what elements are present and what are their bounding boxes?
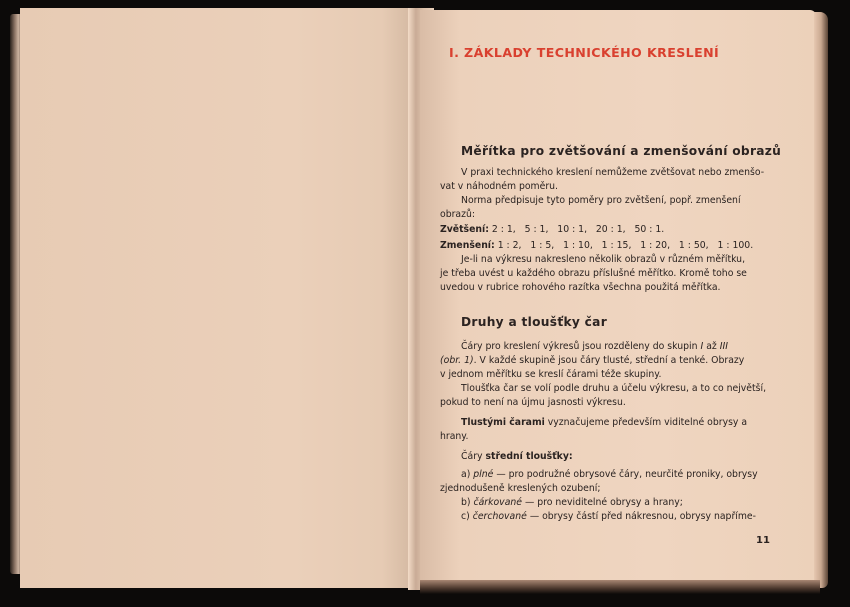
list-item-b bbox=[461, 496, 683, 510]
text-span: Čáry pro kreslení výkresů jsou rozděleny do skupin bbox=[461, 341, 701, 352]
text-line: hrany. bbox=[440, 431, 469, 442]
text-span: Čáry bbox=[461, 451, 486, 462]
bold-term: střední tloušťky: bbox=[485, 451, 573, 462]
text-span: — pro neviditelné obrysy a hrany; bbox=[522, 497, 683, 508]
chapter-title: I. ZÁKLADY TECHNICKÉHO KRESLENÍ bbox=[449, 45, 720, 60]
right-page-content bbox=[440, 10, 790, 580]
text-span: vyznačujeme především viditelné obrysy a bbox=[544, 417, 748, 428]
text-span: — pro podružné obrysové čáry, neurčité proniky, obrysy bbox=[493, 469, 758, 480]
left-page-blank bbox=[20, 8, 409, 588]
text-line: Tloušťka čar se volí podle druhu a účelu výkresu, a to co největší, bbox=[461, 383, 767, 394]
group-ref: I bbox=[700, 341, 704, 352]
section-title-lines: Druhy a tloušťky čar bbox=[461, 315, 608, 329]
reduction-scales bbox=[440, 239, 753, 253]
italic-term: čárkované bbox=[473, 497, 522, 508]
list-item-a bbox=[461, 468, 758, 482]
text-line: zjednodušeně kreslených ozubení; bbox=[440, 483, 601, 494]
text-line: V praxi technického kreslení nemůžeme zvětšovat nebo zmenšo- bbox=[461, 167, 765, 178]
reduction-label: Zmenšení: bbox=[440, 240, 495, 251]
text-line: pokud to není na újmu jasnosti výkresu. bbox=[440, 397, 626, 408]
text-line: uvedou v rubrice rohového razítka všechna použitá měřítka. bbox=[440, 282, 721, 293]
text-span: . V každé skupině jsou čáry tlusté, střední a tenké. Obrazy bbox=[473, 355, 745, 366]
italic-term: čerchované bbox=[472, 511, 527, 522]
text-line: obrazů: bbox=[440, 209, 476, 220]
section-title-scales: Měřítka pro zvětšování a zmenšování obrazů bbox=[461, 144, 782, 158]
text-span: až bbox=[703, 341, 720, 352]
book-right-edge bbox=[814, 12, 828, 588]
bold-term: Tlustými čarami bbox=[461, 417, 545, 428]
enlargement-scales bbox=[440, 223, 664, 237]
italic-term: plné bbox=[473, 469, 494, 480]
text-line bbox=[461, 416, 747, 430]
page-number: 11 bbox=[756, 535, 770, 546]
text-line bbox=[440, 354, 744, 368]
list-item-c bbox=[461, 510, 756, 524]
text-line bbox=[461, 340, 728, 354]
page-bottom-shadow bbox=[420, 580, 820, 594]
reduction-values: 1 : 2, 1 : 5, 1 : 10, 1 : 15, 1 : 20, 1 : 50, 1 : 100. bbox=[497, 240, 754, 251]
text-line: je třeba uvést u každého obrazu příslušné měřítko. Kromě toho se bbox=[440, 268, 747, 279]
list-marker: b) bbox=[461, 497, 474, 508]
group-ref: III bbox=[719, 341, 728, 352]
text-line: Norma předpisuje tyto poměry pro zvětšení, popř. zmenšení bbox=[461, 195, 741, 206]
text-line: vat v náhodném poměru. bbox=[440, 181, 558, 192]
text-line bbox=[461, 450, 573, 464]
text-line: v jednom měřítku se kreslí čárami téže skupiny. bbox=[440, 369, 662, 380]
list-marker: c) bbox=[461, 511, 473, 522]
list-marker: a) bbox=[461, 469, 474, 480]
text-line: Je-li na výkresu nakresleno několik obrazů v různém měřítku, bbox=[461, 254, 746, 265]
enlargement-values: 2 : 1, 5 : 1, 10 : 1, 20 : 1, 50 : 1. bbox=[491, 224, 665, 235]
text-span: — obrysy částí před nákresnou, obrysy napříme- bbox=[526, 511, 756, 522]
enlargement-label: Zvětšení: bbox=[440, 224, 489, 235]
figure-ref: (obr. 1) bbox=[440, 355, 474, 366]
